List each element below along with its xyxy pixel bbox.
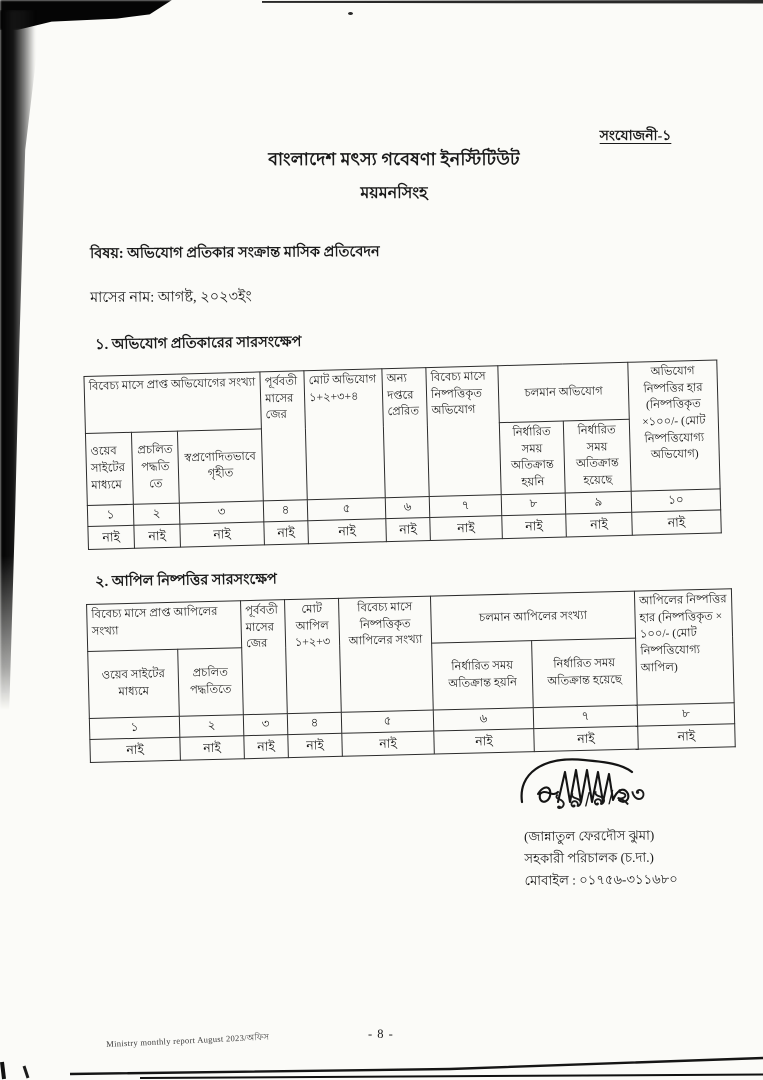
- t2-num-cell: ৩: [243, 714, 287, 736]
- t2-value-cell: নাই: [244, 735, 289, 759]
- t2-num-cell: ৬: [433, 708, 533, 731]
- t2-value-cell: নাই: [342, 731, 435, 756]
- signatory-mobile: মোবাইল : ০১৭৫৬-৩১১৬৮০: [524, 871, 678, 889]
- t2-value-cell: নাই: [434, 729, 535, 754]
- t1-value-cell: নাই: [180, 522, 265, 547]
- t2-num-cell: ২: [179, 715, 244, 738]
- t1-group-ongoing: চলমান অভিযোগ: [498, 362, 629, 422]
- t1-num-cell: ৮: [501, 493, 566, 516]
- signatory-block: [524, 824, 725, 893]
- t1-value-cell: নাই: [88, 525, 135, 549]
- t1-num-cell: ৫: [307, 497, 386, 520]
- org-name-title: বাংলাদেশ মৎস্য গবেষণা ইনস্টিটিউট: [268, 149, 520, 169]
- t2-num-cell: ৭: [533, 705, 637, 729]
- t1-value-cell: নাই: [308, 518, 387, 543]
- t1-num-cell: ৭: [429, 494, 502, 517]
- t1-col-sent-other: অন্য দপ্তরে প্রেরিত: [382, 368, 429, 498]
- t1-num-cell: ২: [133, 503, 180, 525]
- t1-value-cell: নাই: [386, 517, 431, 541]
- t1-col-total: মোট অভিযোগ ১+২+৩+৪: [304, 369, 385, 500]
- t1-col-rate: অভিযোগ নিষ্পত্তির হার (নিষ্পত্তিকৃত ×১০০/- (মোট নিষ্পত্তিযোগ্য অভিযোগ): [628, 360, 720, 491]
- scan-artifact-speck: [348, 12, 353, 15]
- t1-sub-suo-moto: স্বপ্রণোদিতভাবে গৃহীত: [177, 429, 263, 503]
- subject-line: বিষয়: অভিযোগ প্রতিকার সংক্রান্ত মাসিক প্রতিবেদন: [90, 243, 380, 262]
- t1-sub-conventional: প্রচলিত পদ্ধতিতে: [131, 431, 179, 504]
- appeal-summary-table: [86, 588, 735, 763]
- t2-col-total: মোট আপিল ১+২+৩: [285, 598, 342, 713]
- appeal-section-heading: ২. আপিল নিষ্পত্তির সারসংক্ষেপ: [95, 571, 277, 590]
- t1-value-cell: নাই: [632, 510, 722, 535]
- t2-num-cell: ১: [89, 716, 179, 739]
- t2-sub-overdue: নির্ধারিত সময় অতিক্রান্ত হয়েছে: [532, 638, 638, 708]
- t1-sub-not-overdue: নির্ধারিত সময় অতিক্রান্ত হয়নি: [499, 421, 565, 494]
- scan-artifact-top-edge-line: [262, 0, 763, 4]
- org-location: ময়মনসিংহ: [360, 185, 428, 202]
- t1-value-cell: নাই: [566, 512, 633, 537]
- footer-note: Ministry monthly report August 2023/অফিস: [106, 1031, 270, 1049]
- t1-num-cell: ৯: [565, 491, 632, 514]
- complaint-section-heading: ১. অভিযোগ প্রতিকারের সারসংক্ষেপ: [95, 334, 302, 353]
- t2-sub-conventional: প্রচলিত পদ্ধতিতে: [178, 648, 244, 717]
- t2-group-ongoing: চলমান আপিলের সংখ্যা: [430, 591, 635, 643]
- signatory-designation: সহকারী পরিচালক (চ.দা.): [524, 849, 654, 867]
- t2-value-cell: নাই: [288, 733, 343, 757]
- t2-col-rate: আপিলের নিষ্পত্তির হার (নিষ্পত্তিকৃত × ১০০/- (মোট নিষ্পত্তিযোগ্য আপিল): [634, 589, 734, 705]
- complaint-summary-table: [83, 359, 720, 549]
- annex-label: সংযোজনী-১: [599, 129, 672, 144]
- t2-value-cell: নাই: [638, 724, 736, 749]
- month-line: মাসের নাম: আগষ্ট, ২০২৩ইং: [90, 288, 252, 306]
- t1-value-cell: নাই: [502, 514, 567, 539]
- t1-num-cell: ১: [87, 504, 134, 526]
- t1-num-cell: ৬: [385, 496, 430, 518]
- t1-value-cell: নাই: [264, 520, 309, 544]
- t1-value-cell: নাই: [430, 515, 503, 540]
- t2-value-cell: নাই: [534, 726, 639, 752]
- scan-artifact-bottom-lines: [0, 1048, 763, 1080]
- t1-num-cell: ৩: [179, 501, 264, 524]
- t2-value-cell: নাই: [180, 736, 245, 761]
- t1-num-cell: ৪: [263, 499, 308, 521]
- t1-col-resolved: বিবেচ্য মাসে নিষ্পত্তিকৃত অভিযোগ: [426, 366, 501, 497]
- t1-num-cell: ১০: [631, 489, 721, 512]
- t2-group-received: বিবেচ্য মাসে প্রাপ্ত আপিলের সংখ্যা: [87, 601, 242, 652]
- t2-num-cell: ৮: [637, 703, 734, 726]
- t1-group-received: বিবেচ্য মাসে প্রাপ্ত অভিযোগের সংখ্যা: [84, 372, 261, 434]
- t2-num-cell: ৪: [287, 712, 341, 734]
- t2-num-cell: ৫: [341, 710, 433, 733]
- t1-value-cell: নাই: [134, 524, 181, 548]
- signatory-name: (জান্নাতুল ফেরদৌস ঝুমা): [524, 827, 655, 844]
- t2-value-cell: নাই: [90, 737, 181, 762]
- t2-sub-web: ওয়েব সাইটের মাধ্যমে: [88, 649, 180, 718]
- t1-sub-overdue: নির্ধারিত সময় অতিক্রান্ত হয়েছে: [563, 419, 631, 492]
- t1-col-prev-balance: পূর্ববতী মাসের জের: [260, 371, 307, 501]
- handwritten-date: ১৯/৯/২৩: [552, 781, 648, 814]
- t2-col-prev-balance: পূর্ববতী মাসের জের: [241, 600, 288, 715]
- t2-col-resolved: বিবেচ্য মাসে নিষ্পত্তিকৃত আপিলের সংখ্যা: [339, 596, 434, 712]
- t1-sub-web: ওয়েব সাইটের মাধ্যমে: [85, 432, 133, 505]
- scan-artifact-left-edge-band: [0, 10, 42, 710]
- page-number: - 8 -: [368, 1027, 394, 1041]
- t2-sub-not-overdue: নির্ধারিত সময় অতিক্রান্ত হয়নি: [432, 641, 534, 710]
